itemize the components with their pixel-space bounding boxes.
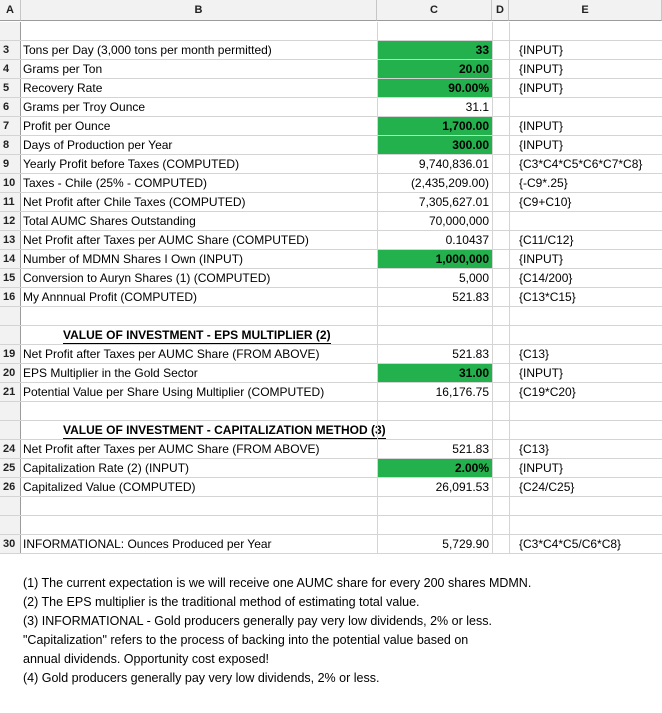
row-number[interactable]: [0, 516, 21, 534]
value-cell[interactable]: [377, 307, 492, 325]
label-cell[interactable]: Conversion to Auryn Shares (1) (COMPUTED): [23, 271, 271, 285]
spreadsheet-row: [0, 535, 662, 554]
footnote-line: (1) The current expectation is we will receive one AUMC share for every 200 shares MDMN.: [23, 576, 532, 590]
value-cell[interactable]: 5,000: [377, 269, 492, 287]
spreadsheet-row: [0, 383, 662, 402]
row-number[interactable]: 7: [0, 117, 21, 135]
value-cell[interactable]: [377, 497, 492, 515]
label-cell[interactable]: Number of MDMN Shares I Own (INPUT): [23, 252, 244, 266]
spreadsheet-row: [0, 288, 662, 307]
label-cell[interactable]: Net Profit after Chile Taxes (COMPUTED): [23, 195, 246, 209]
label-cell[interactable]: Yearly Profit before Taxes (COMPUTED): [23, 157, 240, 171]
empty-cell[interactable]: [492, 497, 510, 515]
empty-cell[interactable]: [492, 136, 510, 154]
row-number[interactable]: 11: [0, 193, 21, 211]
empty-cell[interactable]: [492, 421, 510, 439]
value-cell[interactable]: 31.1: [377, 98, 492, 116]
empty-cell[interactable]: [492, 383, 510, 401]
label-cell[interactable]: [23, 22, 377, 40]
value-cell[interactable]: 521.83: [377, 345, 492, 363]
label-cell[interactable]: Taxes - Chile (25% - COMPUTED): [23, 176, 208, 190]
input-value-cell[interactable]: 20.00: [377, 60, 492, 78]
formula-note-cell[interactable]: {C13}: [509, 440, 662, 458]
row-number[interactable]: 20: [0, 364, 21, 382]
spreadsheet-row: [0, 402, 662, 421]
row-number[interactable]: 30: [0, 535, 21, 553]
empty-cell[interactable]: [492, 440, 510, 458]
spreadsheet-row: [0, 478, 662, 497]
label-cell[interactable]: EPS Multiplier in the Gold Sector: [23, 366, 198, 380]
input-value-cell[interactable]: 2.00%: [377, 459, 492, 477]
row-number[interactable]: [0, 421, 21, 439]
empty-cell[interactable]: [492, 478, 510, 496]
value-cell[interactable]: [377, 421, 492, 439]
label-cell[interactable]: My Annnual Profit (COMPUTED): [23, 290, 198, 304]
label-cell[interactable]: Grams per Troy Ounce: [23, 100, 146, 114]
footnote-line: (2) The EPS multiplier is the traditional method of estimating total value.: [23, 595, 420, 609]
row-number[interactable]: [0, 326, 21, 344]
formula-note-cell[interactable]: {C13*C15}: [509, 288, 662, 306]
section-title-cell[interactable]: [23, 326, 417, 344]
formula-note-cell[interactable]: [509, 212, 662, 230]
formula-note-cell[interactable]: {INPUT}: [509, 459, 662, 477]
row-number[interactable]: 19: [0, 345, 21, 363]
empty-cell[interactable]: [492, 250, 510, 268]
input-value-cell[interactable]: 300.00: [377, 136, 492, 154]
row-number[interactable]: 4: [0, 60, 21, 78]
formula-note-cell[interactable]: {C19*C20}: [509, 383, 662, 401]
spreadsheet-row: [0, 307, 662, 326]
input-value-cell[interactable]: 1,000,000: [377, 250, 492, 268]
empty-cell[interactable]: [492, 307, 510, 325]
value-cell[interactable]: 521.83: [377, 288, 492, 306]
input-value-cell[interactable]: 1,700.00: [377, 117, 492, 135]
formula-note-cell[interactable]: [509, 98, 662, 116]
column-header-e[interactable]: E: [509, 0, 662, 21]
section-title: VALUE OF INVESTMENT - CAPITALIZATION METHOD (3): [63, 423, 386, 437]
label-cell[interactable]: Recovery Rate: [23, 81, 103, 95]
spreadsheet-row: [0, 212, 662, 231]
label-cell[interactable]: Profit per Ounce: [23, 119, 111, 133]
value-cell[interactable]: [377, 326, 492, 344]
formula-note-cell[interactable]: {C3*C4*C5*C6*C7*C8}: [509, 155, 662, 173]
footnote-line: annual dividends. Opportunity cost exposed!: [23, 652, 269, 666]
row-number[interactable]: 21: [0, 383, 21, 401]
row-number[interactable]: 26: [0, 478, 21, 496]
value-cell[interactable]: 5,729.90: [377, 535, 492, 553]
label-cell[interactable]: [23, 497, 377, 515]
input-value-cell[interactable]: 90.00%: [377, 79, 492, 97]
value-cell[interactable]: 26,091.53: [377, 478, 492, 496]
formula-note-cell[interactable]: {INPUT}: [509, 60, 662, 78]
empty-cell[interactable]: [492, 535, 510, 553]
formula-note-cell[interactable]: {C24/C25}: [509, 478, 662, 496]
spreadsheet-row: [0, 231, 662, 250]
formula-note-cell[interactable]: {INPUT}: [509, 117, 662, 135]
row-number[interactable]: 12: [0, 212, 21, 230]
spreadsheet-row: [0, 60, 662, 79]
empty-cell[interactable]: [492, 402, 510, 420]
input-value-cell[interactable]: 33: [377, 41, 492, 59]
value-cell[interactable]: (2,435,209.00): [377, 174, 492, 192]
label-cell[interactable]: Net Profit after Taxes per AUMC Share (COMPUTED): [23, 233, 309, 247]
formula-note-cell[interactable]: {INPUT}: [509, 41, 662, 59]
section-title: VALUE OF INVESTMENT - EPS MULTIPLIER (2): [63, 328, 331, 342]
spreadsheet-row: [0, 459, 662, 478]
label-cell[interactable]: Days of Production per Year: [23, 138, 173, 152]
row-number[interactable]: 24: [0, 440, 21, 458]
formula-note-cell[interactable]: [509, 307, 662, 325]
value-cell[interactable]: 70,000,000: [377, 212, 492, 230]
row-number[interactable]: 5: [0, 79, 21, 97]
spreadsheet-row: [0, 516, 662, 535]
input-value-cell[interactable]: 31.00: [377, 364, 492, 382]
formula-note-cell[interactable]: [509, 326, 662, 344]
formula-note-cell[interactable]: {C9+C10}: [509, 193, 662, 211]
row-number[interactable]: 16: [0, 288, 21, 306]
label-cell[interactable]: [23, 402, 377, 420]
formula-note-cell[interactable]: {INPUT}: [509, 136, 662, 154]
value-cell[interactable]: [377, 402, 492, 420]
row-number[interactable]: [0, 497, 21, 515]
empty-cell[interactable]: [492, 79, 510, 97]
empty-cell[interactable]: [492, 345, 510, 363]
empty-cell[interactable]: [492, 174, 510, 192]
row-number[interactable]: 8: [0, 136, 21, 154]
row-number[interactable]: 10: [0, 174, 21, 192]
label-cell[interactable]: Capitalization Rate (2) (INPUT): [23, 461, 190, 475]
empty-cell[interactable]: [492, 516, 510, 534]
formula-note-cell[interactable]: {INPUT}: [509, 250, 662, 268]
row-number[interactable]: 14: [0, 250, 21, 268]
empty-cell[interactable]: [492, 231, 510, 249]
empty-cell[interactable]: [492, 60, 510, 78]
value-cell[interactable]: [377, 22, 492, 40]
empty-cell[interactable]: [492, 212, 510, 230]
row-number[interactable]: 6: [0, 98, 21, 116]
spreadsheet-row: [0, 136, 662, 155]
spreadsheet-row: [0, 41, 662, 60]
column-header-a[interactable]: A: [0, 0, 21, 21]
label-cell[interactable]: [23, 307, 377, 325]
formula-note-cell[interactable]: [509, 22, 662, 40]
empty-cell[interactable]: [492, 326, 510, 344]
formula-note-cell[interactable]: {-C9*.25}: [509, 174, 662, 192]
spreadsheet-row: [0, 440, 662, 459]
section-heading-row: [0, 326, 662, 345]
empty-cell[interactable]: [492, 41, 510, 59]
row-number[interactable]: [0, 307, 21, 325]
section-title-cell[interactable]: [23, 421, 417, 439]
row-number[interactable]: 13: [0, 231, 21, 249]
formula-note-cell[interactable]: [509, 516, 662, 534]
label-cell[interactable]: [23, 516, 377, 534]
row-number[interactable]: 3: [0, 41, 21, 59]
value-cell[interactable]: 0.10437: [377, 231, 492, 249]
label-cell[interactable]: Potential Value per Share Using Multiplier (COMPUTED): [23, 385, 325, 399]
section-heading-row: [0, 421, 662, 440]
formula-note-cell[interactable]: {C14/200}: [509, 269, 662, 287]
label-cell[interactable]: Total AUMC Shares Outstanding: [23, 214, 196, 228]
column-header-b[interactable]: B: [21, 0, 377, 21]
empty-cell[interactable]: [492, 98, 510, 116]
spreadsheet-row: [0, 345, 662, 364]
label-cell[interactable]: Tons per Day (3,000 tons per month permitted): [23, 43, 272, 57]
spreadsheet-row: [0, 22, 662, 41]
label-cell[interactable]: INFORMATIONAL: Ounces Produced per Year: [23, 537, 272, 551]
value-cell[interactable]: 9,740,836.01: [377, 155, 492, 173]
label-cell[interactable]: Net Profit after Taxes per AUMC Share (FROM ABOVE): [23, 442, 320, 456]
spreadsheet-row: [0, 364, 662, 383]
value-cell[interactable]: 16,176.75: [377, 383, 492, 401]
column-header-bar: [0, 0, 662, 22]
empty-cell[interactable]: [492, 459, 510, 477]
empty-cell[interactable]: [492, 269, 510, 287]
formula-note-cell[interactable]: {INPUT}: [509, 79, 662, 97]
column-header-d[interactable]: D: [492, 0, 509, 21]
spreadsheet-row: [0, 497, 662, 516]
spreadsheet-row: [0, 269, 662, 288]
spreadsheet-row: [0, 117, 662, 136]
footnote-line: "Capitalization" refers to the process of backing into the potential value based on: [23, 633, 469, 647]
empty-cell[interactable]: [492, 22, 510, 40]
empty-cell[interactable]: [492, 193, 510, 211]
row-number[interactable]: 25: [0, 459, 21, 477]
spreadsheet-row: [0, 193, 662, 212]
column-header-c[interactable]: C: [377, 0, 492, 21]
formula-note-cell[interactable]: [509, 421, 662, 439]
empty-cell[interactable]: [492, 364, 510, 382]
label-cell[interactable]: Net Profit after Taxes per AUMC Share (FROM ABOVE): [23, 347, 320, 361]
formula-note-cell[interactable]: {C13}: [509, 345, 662, 363]
footnote-line: (3) INFORMATIONAL - Gold producers generally pay very low dividends, 2% or less.: [23, 614, 492, 628]
value-cell[interactable]: [377, 516, 492, 534]
empty-cell[interactable]: [492, 155, 510, 173]
formula-note-cell[interactable]: [509, 402, 662, 420]
spreadsheet-row: [0, 250, 662, 269]
formula-note-cell[interactable]: {C11/C12}: [509, 231, 662, 249]
row-number[interactable]: 15: [0, 269, 21, 287]
footnote-line: (4) Gold producers generally pay very low dividends, 2% or less.: [23, 671, 380, 685]
label-cell[interactable]: Capitalized Value (COMPUTED): [23, 480, 196, 494]
spreadsheet-row: [0, 98, 662, 117]
formula-note-cell[interactable]: [509, 497, 662, 515]
spreadsheet-row: [0, 79, 662, 98]
spreadsheet-row: [0, 155, 662, 174]
value-cell[interactable]: 7,305,627.01: [377, 193, 492, 211]
empty-cell[interactable]: [492, 288, 510, 306]
empty-cell[interactable]: [492, 117, 510, 135]
row-number[interactable]: 9: [0, 155, 21, 173]
label-cell[interactable]: Grams per Ton: [23, 62, 103, 76]
formula-note-cell[interactable]: {C3*C4*C5/C6*C8}: [509, 535, 662, 553]
row-number[interactable]: [0, 22, 21, 40]
spreadsheet-row: [0, 174, 662, 193]
value-cell[interactable]: 521.83: [377, 440, 492, 458]
row-number[interactable]: [0, 402, 21, 420]
formula-note-cell[interactable]: {INPUT}: [509, 364, 662, 382]
